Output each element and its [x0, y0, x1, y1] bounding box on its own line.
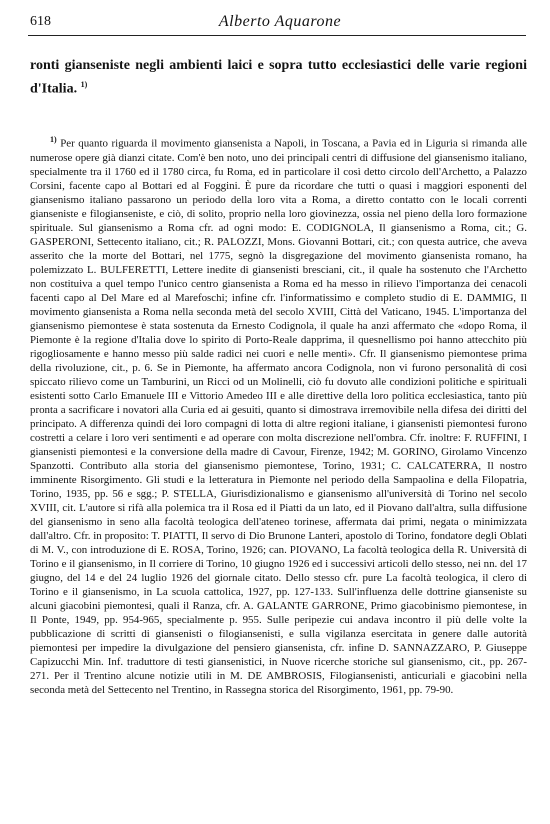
page-header — [30, 12, 530, 34]
running-head: Alberto Aquarone — [218, 13, 342, 30]
footnote-marker: 1) — [50, 135, 57, 144]
header-rule — [28, 35, 526, 36]
body-paragraph — [30, 56, 527, 99]
footnote-text: Per quanto riguarda il movimento giansenista a Napoli, in Toscana, a Pavia ed in Liguria si rimanda alle numerose opere già dianzi citate. Com'è ben noto, uno dei principali centri di diffusione del giansenismo italiano, specialmente tra il 1760 ed il 1780 circa, fu Roma, ed in particolare il così detto circolo dell'Archetto, a Palazzo Corsini, facente capo al Bottari ed al Foggini. È pure da ricordare che tutti o quasi i maggiori esponenti del giansenismo italiano passarono un periodo della loro vita a Roma, a diretto contatto con le locali correnti gianseniste e filogianseniste, e ciò, di solito, proprio nella loro giovinezza, ossia nel pieno della loro formazione spirituale. Sul giansenismo a Roma cfr. ad ogni modo: E. CODIGNOLA, Il giansenismo a Roma, cit.; G. GASPERONI, Settecento italiano, cit.; R. PALOZZI, Mons. Giovanni Bottari, cit.; con questa autrice, che aveva asserito che la morte del Bottari, nel 1775, segnò la disgregazione del movimento giansenista romano, ha polemizzato L. BULFERETTI, Lettere inedite di giansenisti bresciani, cit., il quale ha sostenuto che l'Archetto non costituiva a quel tempo l'unico centro giansenista a Roma ed ha messo in rilievo l'importanza dei cenacoli facenti capo al Del Mare ed al Marefoschi; infine cfr. l'informatissimo e completo studio di E. DAMMIG, Il movimento giansenista a Roma nella seconda metà del secolo XVIII, Città del Vaticano, 1945. L'importanza del giansenismo piemontese è stata sostenuta da Ernesto Codignola, il quale ha anzi affermato che «dopo Roma, il Piemonte è la regione d'Italia dove lo spirito di Porto-Reale dapprima, il quesnellismo poi hanno attecchito più rigogliosamente e hanno messo più salde radici nei cuori e nelle menti». Cfr. Il giansenismo piemontese prima della rivoluzione, cit., p. 6. Se in Piemonte, ha affermato ancora Codignola, non vi furono personalità di così spiccato rilievo come un Tamburini, un Ricci od un Molinelli, ciò fu dovuto alle condizioni politiche e spirituali esistenti sotto Carlo Emanuele III e Vittorio Amedeo III e alle direttive della loro politica ecclesiastica, tanto più pronta a sacrificare i novatori alla Curia ed ai gesuiti, quanto si dimostrava irremovibile nella difesa dei diritti del principato. A differenza quindi dei loro compagni di lotta di altre regioni italiane, i giansenisti piemontesi furono costretti a celare i loro veri sentimenti e ad operare con molta discrezione nell'ombra. Cfr. inoltre: F. RUFFINI, I giansenisti piemontesi e la conversione della madre di Cavour, Firenze, 1942; M. GORINO, Girolamo Vincenzo Spanzotti. Contributo alla storia del giansenismo piemontese, Torino, 1931; C. CALCATERRA, Il nostro imminente Risorgimento. Gli studi e la letteratura in Piemonte nel periodo della Sampaolina e della Filopatria, Torino, 1935, pp. 56 e sgg.; P. STELLA, Giurisdizionalismo e giansenismo all'università di Torino nel secolo XVIII, cit. L'autore si rifà alla polemica tra il Rosa ed il Piatti da un lato, ed il Piovano dall'altra, sulla diffusione del giansenismo in seno alla facoltà teologica dell'ateneo torinese, affermata dai primi, negata o minimizzata dall'altro. Cfr. in proposito: T. PIATTI, Il servo di Dio Brunone Lanteri, apostolo di Torino, fondatore degli Oblati di M. V., con introduzione di E. ROSA, Torino, 1926; can. PIOVANO, La facoltà teologica della R. Università di Torino e il giansenismo, in Il corriere di Torino, 10 giugno 1926 ed i successivi articoli dello stesso, nei nn. del 17 giugno, del 14 e del 24 luglio 1926 del giornale citato. Dello stesso cfr. pure La facoltà teologica, il clero di Torino e il giansenismo, in La scuola cattolica, 1927, pp. 127-133. Sull'influenza delle dottrine gianseniste su alcuni giacobini piemontesi, quali il Ranza, cfr. A. GALANTE GARRONE, Primo giacobinismo piemontese, in Il Ponte, 1949, pp. 954-965, specialmente p. 955. Sulle peripezie cui andava incontro il più delle volte la pubblicazione di scritti di giansenisti o filogiansenisti, e sulla vigilanza esercitata in genere dalle autorità piemontesi per impedire la divulgazione del pensiero giansenista, cfr. infine D. SANNAZZARO, P. Giuseppe Capizucchi Min. Inf. traduttore di testi giansenistici, in Nuove ricerche storiche sul giansenismo, cit., pp. 267-271. Per il Trentino alcune notizie utili in M. DE AMBROSIS, Filogiansenisti, anticuriali e giacobini nella seconda metà del Settecento nel Trentino, in Rassegna storica del Risorgimento, 1961, pp. 79-90. — [30, 137, 527, 696]
page-number: 618 — [30, 14, 51, 29]
body-text: ronti gianseniste negli ambienti laici e sopra tutto ecclesiastici delle varie regioni d'Italia. — [30, 58, 527, 97]
footnote-1 — [30, 133, 527, 697]
footnote-reference: 1) — [80, 80, 88, 89]
